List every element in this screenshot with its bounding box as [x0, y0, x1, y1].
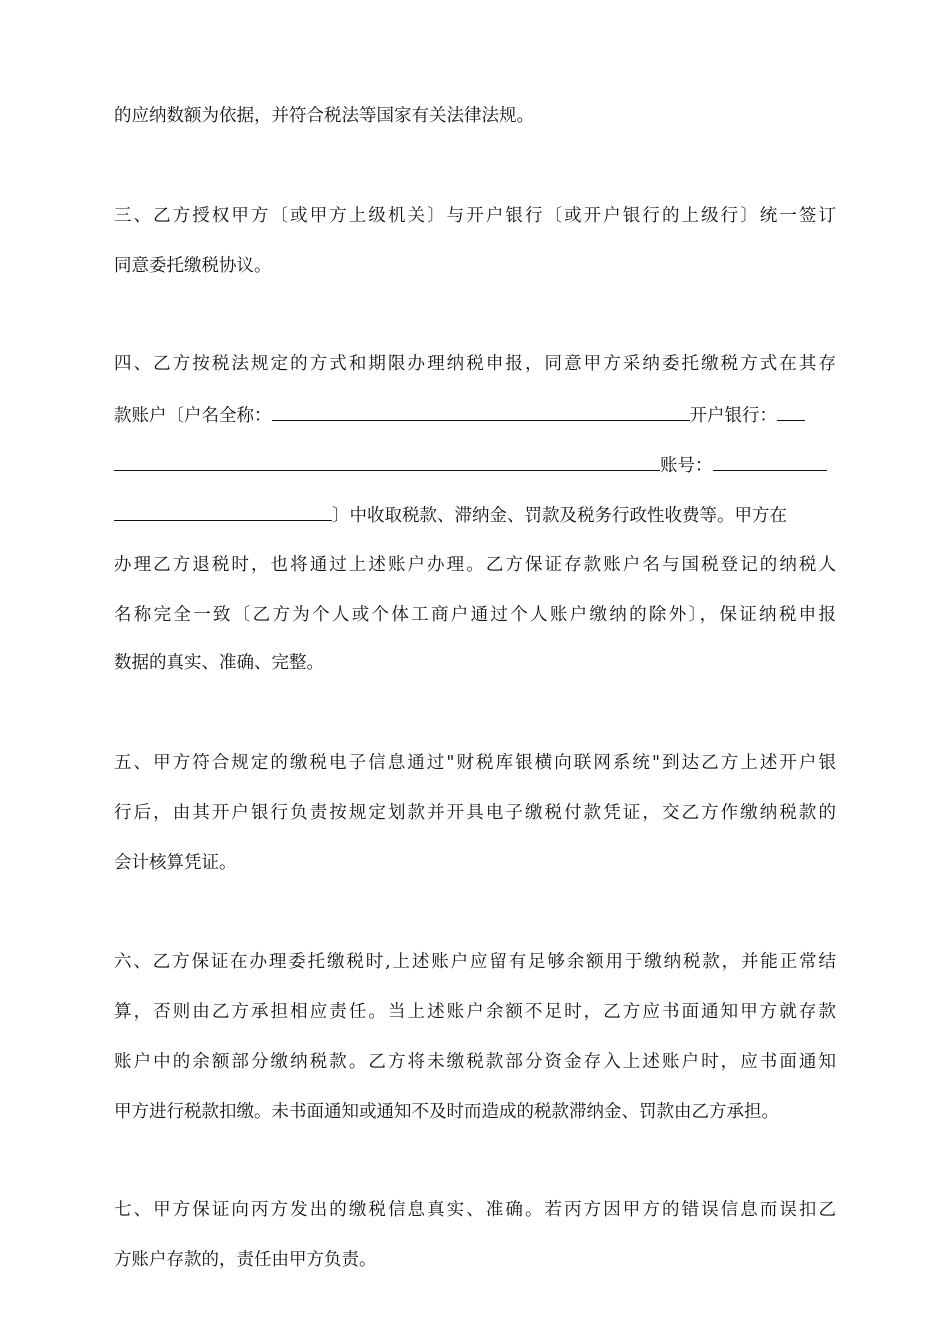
account-name-blank	[272, 403, 690, 421]
paragraph-4-line-3	[114, 453, 836, 477]
account-number-label: 账号：	[660, 456, 713, 476]
paragraph-2-tail: 的应纳数额为依据，并符合税法等国家有关法律法规。	[114, 106, 534, 126]
paragraph-6-line-3: 账户中的余额部分缴纳税款。乙方将未缴税款部分资金存入上述账户时，应书面通知	[114, 1052, 836, 1072]
bank-name-blank	[777, 403, 805, 421]
paragraph-4-line-5: 办理乙方退税时，也将通过上述账户办理。乙方保证存款账户名与国税登记的纳税人	[114, 555, 836, 575]
paragraph-3-line-2: 同意委托缴税协议。	[114, 256, 272, 276]
paragraph-4-line-4	[114, 503, 836, 527]
paragraph-6-line-2: 算，否则由乙方承担相应责任。当上述账户余额不足时，乙方应书面通知甲方就存款	[114, 1002, 836, 1022]
bank-name-blank-continued	[114, 453, 660, 471]
paragraph-6-line-1: 六、乙方保证在办理委托缴税时,上述账户应留有足够余额用于缴纳税款，并能正常结	[114, 952, 836, 972]
account-name-label: 款账户〔户名全称：	[114, 406, 272, 426]
paragraph-4-line-1: 四、乙方按税法规定的方式和期限办理纳税申报，同意甲方采纳委托缴税方式在其存	[114, 354, 836, 374]
paragraph-4-line-7: 数据的真实、准确、完整。	[114, 653, 324, 673]
paragraph-7-line-2: 方账户存款的，责任由甲方负责。	[114, 1250, 377, 1270]
paragraph-3-line-1: 三、乙方授权甲方〔或甲方上级机关〕与开户银行〔或开户银行的上级行〕统一签订	[114, 206, 836, 226]
paragraph-5-line-1: 五、甲方符合规定的缴税电子信息通过"财税库银横向联网系统"到达乙方上述开户银	[114, 753, 836, 773]
paragraph-4-line-2	[114, 403, 836, 427]
paragraph-7-line-1: 七、甲方保证向丙方发出的缴税信息真实、准确。若丙方因甲方的错误信息而误扣乙	[114, 1200, 836, 1220]
account-number-blank-continued	[114, 503, 332, 521]
paragraph-6-line-4: 甲方进行税款扣缴。未书面通知或通知不及时而造成的税款滞纳金、罚款由乙方承担。	[114, 1102, 779, 1122]
account-number-blank	[713, 453, 827, 471]
paragraph-5-line-3: 会计核算凭证。	[114, 853, 237, 873]
bank-label: 开户银行：	[689, 406, 777, 426]
paragraph-4-line-4-text: 〕中收取税款、滞纳金、罚款及税务行政性收费等。甲方在	[332, 506, 787, 526]
paragraph-5-line-2: 行后，由其开户银行负责按规定划款并开具电子缴税付款凭证，交乙方作缴纳税款的	[114, 803, 836, 823]
paragraph-4-line-6: 名称完全一致〔乙方为个人或个体工商户通过个人账户缴纳的除外〕，保证纳税申报	[114, 605, 836, 625]
